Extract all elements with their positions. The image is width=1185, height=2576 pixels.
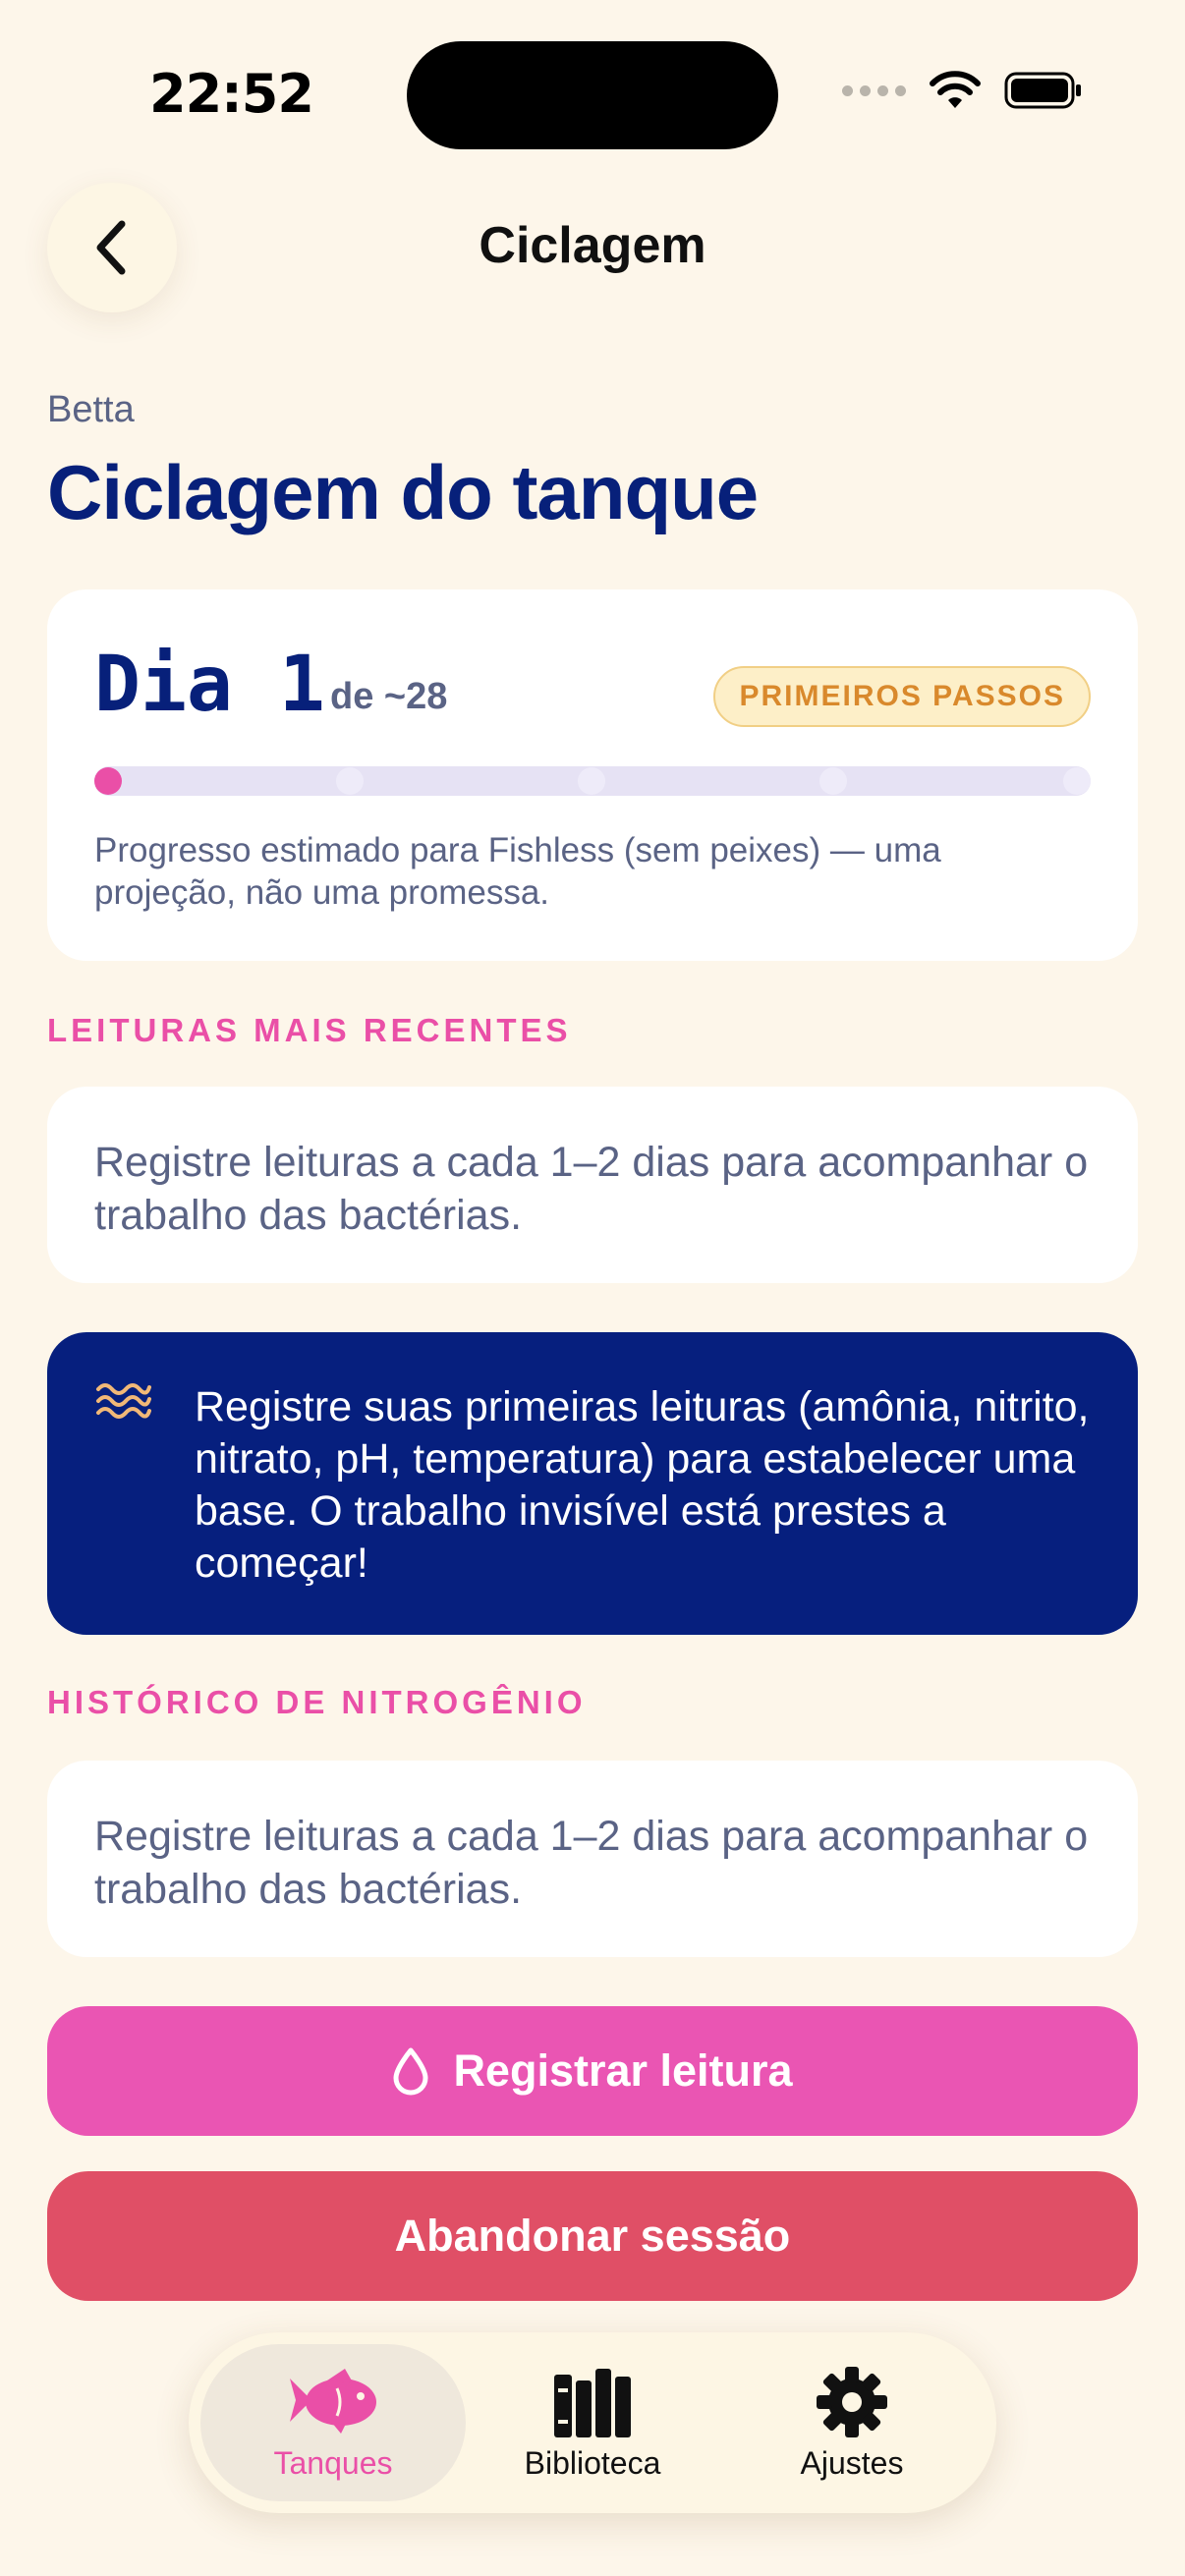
dynamic-island [407, 41, 778, 149]
wifi-icon [930, 71, 981, 110]
tip-card [47, 1332, 1138, 1635]
tip-text: Registre suas primeiras leituras (amônia, nitrito, nitrato, pH, temperatura) para estabelecer uma base. O trabalho invisível está prestes a começar! [195, 1383, 1090, 1587]
nitrogen-history-label: HISTÓRICO DE NITROGÊNIO [47, 1684, 587, 1720]
tab-tanks-label: Tanques [273, 2444, 393, 2481]
progress-dot [819, 767, 847, 795]
status-icons [842, 71, 1083, 110]
fish-icon [284, 2365, 382, 2439]
tank-name: Betta [47, 389, 135, 430]
recent-readings-label: LEITURAS MAIS RECENTES [47, 1012, 572, 1048]
tab-settings[interactable] [719, 2344, 985, 2501]
tab-library[interactable] [460, 2344, 725, 2501]
phase-badge: PRIMEIROS PASSOS [713, 666, 1091, 727]
tab-library-label: Biblioteca [524, 2444, 661, 2481]
progress-dot [578, 767, 605, 795]
nitrogen-history-empty-text: Registre leituras a cada 1–2 dias para acompanhar o trabalho das bactérias. [94, 1813, 1089, 1913]
progress-dot [336, 767, 364, 795]
drop-icon [392, 2046, 429, 2096]
day-total: de ~28 [330, 676, 448, 717]
page-title: Ciclagem do tanque [47, 449, 759, 535]
nitrogen-history-card [47, 1761, 1138, 1957]
status-time: 22:52 [149, 63, 313, 125]
tab-tanks[interactable] [200, 2344, 466, 2501]
progress-dot-current [94, 767, 122, 795]
progress-track [94, 766, 1091, 796]
tab-bar [189, 2332, 996, 2513]
abandon-session-label: Abandonar sessão [394, 2211, 791, 2261]
books-icon [550, 2365, 635, 2439]
cellular-signal-icon [842, 85, 906, 96]
gear-icon [815, 2365, 889, 2439]
battery-icon [1004, 71, 1083, 110]
current-day: Dia 1 [94, 641, 325, 729]
recent-readings-card [47, 1087, 1138, 1283]
progress-dot [1063, 767, 1091, 795]
register-reading-button[interactable] [47, 2006, 1138, 2136]
recent-readings-empty-text: Registre leituras a cada 1–2 dias para acompanhar o trabalho das bactérias. [94, 1139, 1089, 1239]
register-reading-label: Registrar leitura [453, 2045, 793, 2096]
progress-card [47, 589, 1138, 961]
abandon-session-button[interactable] [47, 2171, 1138, 2301]
progress-note: Progresso estimado para Fishless (sem peixes) — uma projeção, não uma promessa. [94, 831, 941, 912]
tab-settings-label: Ajustes [800, 2444, 904, 2481]
nav-title: Ciclagem [479, 217, 706, 274]
waves-icon [94, 1379, 151, 1423]
